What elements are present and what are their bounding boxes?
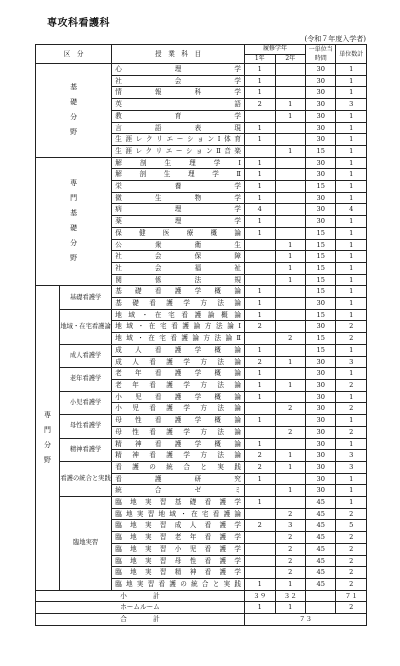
year2-cell: 2 bbox=[275, 555, 306, 567]
unit-hours-cell: 30 bbox=[306, 75, 336, 87]
subject-cell: 心 理 学 bbox=[112, 64, 245, 76]
subject-cell: 小 児 看 護 学 概 論 bbox=[112, 391, 245, 403]
homeroom-hours bbox=[306, 602, 336, 614]
homeroom-row bbox=[36, 602, 367, 614]
subject-cell: 情 報 科 学 bbox=[112, 87, 245, 99]
unit-hours-cell: 30 bbox=[306, 87, 336, 99]
header-semester-group: 履修学年 bbox=[245, 45, 306, 55]
year1-cell: 2 bbox=[245, 450, 275, 462]
subject-cell: 地域・在宅看護論方法論Ⅱ bbox=[112, 333, 245, 345]
unit-hours-cell: 30 bbox=[306, 356, 336, 368]
year1-cell: 1 bbox=[245, 391, 275, 403]
subject-cell: 精 神 看 護 学 方 法 論 bbox=[112, 450, 245, 462]
homeroom-year2: 1 bbox=[275, 602, 306, 614]
credits-cell: 2 bbox=[336, 508, 367, 520]
year1-cell bbox=[245, 333, 275, 345]
subcategory-seijin: 成人看護学 bbox=[59, 344, 111, 367]
year1-cell: 1 bbox=[245, 368, 275, 380]
credits-cell: 3 bbox=[336, 99, 367, 111]
year1-cell: 2 bbox=[245, 461, 275, 473]
subject-cell: 生涯レクリエーションⅡ音楽 bbox=[112, 145, 245, 157]
credits-cell: 1 bbox=[336, 344, 367, 356]
credits-cell: 1 bbox=[336, 87, 367, 99]
credits-cell: 4 bbox=[336, 204, 367, 216]
subcategory-togo: 看護の統合と実践 bbox=[59, 461, 111, 496]
subcategory-bosei: 母性看護学 bbox=[59, 415, 111, 438]
subject-cell: 臨 地 実 習 成 人 看 護 学 bbox=[112, 520, 245, 532]
table-row bbox=[36, 415, 367, 427]
unit-hours-cell: 30 bbox=[306, 134, 336, 146]
table-row bbox=[36, 286, 367, 298]
unit-hours-cell: 15 bbox=[306, 286, 336, 298]
credits-cell: 5 bbox=[336, 520, 367, 532]
subcategory-chiiki: 地域・在宅看護論 bbox=[59, 309, 111, 344]
year1-cell: 1 bbox=[245, 192, 275, 204]
table-row bbox=[36, 461, 367, 473]
subject-cell: 地域・在宅看護論概論 bbox=[112, 309, 245, 321]
enrollment-note: (令和７年度入学者) bbox=[304, 35, 366, 43]
year1-cell bbox=[245, 274, 275, 286]
credits-cell: 2 bbox=[336, 379, 367, 391]
unit-hours-cell: 30 bbox=[306, 415, 336, 427]
subcategory-ronen: 老年看護学 bbox=[59, 368, 111, 391]
subject-cell: 臨 地 実 習 基 礎 看 護 学 bbox=[112, 497, 245, 509]
subtotal-hours bbox=[306, 590, 336, 602]
year1-cell bbox=[245, 532, 275, 544]
group-char: 分 bbox=[70, 113, 78, 122]
unit-hours-cell: 15 bbox=[306, 309, 336, 321]
homeroom-year1: 1 bbox=[245, 602, 275, 614]
credits-cell: 1 bbox=[336, 75, 367, 87]
credits-cell: 1 bbox=[336, 286, 367, 298]
curriculum-body bbox=[36, 45, 367, 626]
group-specialty-label bbox=[36, 286, 60, 590]
unit-hours-cell: 30 bbox=[306, 403, 336, 415]
group-char: 専 bbox=[43, 411, 51, 419]
year2-cell bbox=[275, 344, 306, 356]
year1-cell: 4 bbox=[245, 204, 275, 216]
unit-hours-cell: 30 bbox=[306, 473, 336, 485]
subject-cell: 公 衆 衛 生 bbox=[112, 239, 245, 251]
header-category: 区 分 bbox=[36, 45, 112, 64]
credits-cell: 1 bbox=[336, 157, 367, 169]
year2-cell: 2 bbox=[275, 532, 306, 544]
group-char: 専 bbox=[70, 179, 78, 188]
year1-cell bbox=[245, 543, 275, 555]
subject-cell: 微 生 物 学 bbox=[112, 192, 245, 204]
year1-cell: 1 bbox=[245, 64, 275, 76]
unit-hours-cell: 45 bbox=[306, 543, 336, 555]
year2-cell: 2 bbox=[275, 567, 306, 579]
unit-hours-cell: 30 bbox=[306, 426, 336, 438]
credits-cell: 1 bbox=[336, 298, 367, 310]
subject-cell: 臨地実習看護の統合と実践 bbox=[112, 578, 245, 590]
year1-cell: 1 bbox=[245, 298, 275, 310]
table-row bbox=[36, 391, 367, 403]
year2-cell bbox=[275, 192, 306, 204]
group-char: 分 bbox=[70, 239, 78, 248]
credits-cell: 1 bbox=[336, 122, 367, 134]
unit-hours-cell: 15 bbox=[306, 239, 336, 251]
credits-cell: 1 bbox=[336, 181, 367, 193]
group-char: 分 bbox=[43, 441, 51, 449]
year1-cell bbox=[245, 403, 275, 415]
group-char: 野 bbox=[70, 254, 78, 263]
subcategory-rinchi: 臨地実習 bbox=[59, 497, 111, 591]
year2-cell: 1 bbox=[275, 145, 306, 157]
subcategory-seishin: 精神看護学 bbox=[59, 438, 111, 461]
subject-cell: 看 護 研 究 bbox=[112, 473, 245, 485]
year2-cell bbox=[275, 181, 306, 193]
unit-hours-cell: 45 bbox=[306, 532, 336, 544]
subject-cell: 英 語 bbox=[112, 99, 245, 111]
credits-cell: 3 bbox=[336, 461, 367, 473]
subject-cell: 言 語 表 現 bbox=[112, 122, 245, 134]
subject-cell: 関 係 法 規 bbox=[112, 274, 245, 286]
subject-cell: 成 人 看 護 学 概 論 bbox=[112, 344, 245, 356]
unit-hours-cell: 30 bbox=[306, 204, 336, 216]
year2-cell: 2 bbox=[275, 508, 306, 520]
subject-cell: 薬 理 学 bbox=[112, 216, 245, 228]
credits-cell: 1 bbox=[336, 251, 367, 263]
group-char: 野 bbox=[70, 128, 78, 137]
year1-cell: 1 bbox=[245, 227, 275, 239]
subject-cell: 基 礎 看 護 学 概 論 bbox=[112, 286, 245, 298]
unit-hours-cell: 15 bbox=[306, 181, 336, 193]
year1-cell: 1 bbox=[245, 87, 275, 99]
subject-cell: 臨 地 実 習 老 年 看 護 学 bbox=[112, 532, 245, 544]
unit-hours-cell: 30 bbox=[306, 461, 336, 473]
unit-hours-cell: 15 bbox=[306, 227, 336, 239]
year2-cell bbox=[275, 64, 306, 76]
homeroom-credits: 2 bbox=[336, 602, 367, 614]
year1-cell: 1 bbox=[245, 157, 275, 169]
year1-cell bbox=[245, 262, 275, 274]
year1-cell: 1 bbox=[245, 75, 275, 87]
year1-cell: 2 bbox=[245, 99, 275, 111]
subcategory-shoni: 小児看護学 bbox=[59, 391, 111, 414]
unit-hours-cell: 45 bbox=[306, 555, 336, 567]
subject-cell: 老 年 看 護 学 概 論 bbox=[112, 368, 245, 380]
subject-cell: 臨 地 実 習 精 神 看 護 学 bbox=[112, 567, 245, 579]
year2-cell: 2 bbox=[275, 543, 306, 555]
subject-cell: 栄 養 学 bbox=[112, 181, 245, 193]
subject-cell: 生涯レクリエーションⅠ体育 bbox=[112, 134, 245, 146]
subject-cell: 臨 地 実 習 母 性 看 護 学 bbox=[112, 555, 245, 567]
subject-cell: 解 剖 生 理 学 Ⅱ bbox=[112, 169, 245, 181]
credits-cell: 1 bbox=[336, 485, 367, 497]
year2-cell bbox=[275, 286, 306, 298]
year1-cell: 1 bbox=[245, 438, 275, 450]
subject-cell: 病 理 学 bbox=[112, 204, 245, 216]
table-row bbox=[36, 497, 367, 509]
unit-hours-cell: 45 bbox=[306, 497, 336, 509]
credits-cell: 1 bbox=[336, 415, 367, 427]
year2-cell: 1 bbox=[275, 461, 306, 473]
year1-cell: 1 bbox=[245, 216, 275, 228]
table-row bbox=[36, 309, 367, 321]
unit-hours-cell: 30 bbox=[306, 298, 336, 310]
subcategory-kiso_kango: 基礎看護学 bbox=[59, 286, 111, 309]
year1-cell: 1 bbox=[245, 344, 275, 356]
year2-cell: 1 bbox=[275, 356, 306, 368]
year1-cell: 1 bbox=[245, 181, 275, 193]
year1-cell bbox=[245, 110, 275, 122]
credits-cell: 1 bbox=[336, 110, 367, 122]
year2-cell bbox=[275, 134, 306, 146]
year2-cell bbox=[275, 75, 306, 87]
subject-cell: 臨地実習地域・在宅看護論 bbox=[112, 508, 245, 520]
credits-cell: 3 bbox=[336, 450, 367, 462]
subtotal-label: 小 計 bbox=[36, 590, 245, 602]
homeroom-label: ホームルーム bbox=[36, 602, 245, 614]
unit-hours-cell: 30 bbox=[306, 216, 336, 228]
year1-cell bbox=[245, 251, 275, 263]
year2-cell: 1 bbox=[275, 110, 306, 122]
year2-cell bbox=[275, 169, 306, 181]
unit-hours-cell: 15 bbox=[306, 344, 336, 356]
year2-cell: 2 bbox=[275, 426, 306, 438]
credits-cell: 1 bbox=[336, 438, 367, 450]
curriculum-table bbox=[35, 44, 367, 626]
year1-cell bbox=[245, 508, 275, 520]
year2-cell bbox=[275, 391, 306, 403]
credits-cell: 2 bbox=[336, 426, 367, 438]
table-row bbox=[36, 344, 367, 356]
unit-hours-cell: 15 bbox=[306, 274, 336, 286]
header-subject: 授 業 科 目 bbox=[112, 45, 245, 64]
year2-cell: 2 bbox=[275, 403, 306, 415]
year2-cell bbox=[275, 309, 306, 321]
year2-cell: 1 bbox=[275, 274, 306, 286]
subject-cell: 臨 地 実 習 小 児 看 護 学 bbox=[112, 543, 245, 555]
unit-hours-cell: 30 bbox=[306, 122, 336, 134]
year1-cell: 2 bbox=[245, 356, 275, 368]
subject-cell: 老 年 看 護 学 方 法 論 bbox=[112, 379, 245, 391]
year1-cell bbox=[245, 426, 275, 438]
group-char: 野 bbox=[43, 456, 51, 464]
group-char: 基 bbox=[70, 83, 78, 92]
subject-cell: 地域・在宅看護論方法論Ⅰ bbox=[112, 321, 245, 333]
year2-cell: 1 bbox=[275, 578, 306, 590]
unit-hours-cell: 30 bbox=[306, 368, 336, 380]
year1-cell: 2 bbox=[245, 321, 275, 333]
year1-cell bbox=[245, 555, 275, 567]
credits-cell: 1 bbox=[336, 216, 367, 228]
subject-cell: 母 性 看 護 学 概 論 bbox=[112, 415, 245, 427]
year1-cell bbox=[245, 567, 275, 579]
group-char: 門 bbox=[43, 426, 51, 434]
subtotal-year1: ３９ bbox=[245, 590, 275, 602]
subject-cell: 看 護 の 統 合 と 実 践 bbox=[112, 461, 245, 473]
year2-cell bbox=[275, 321, 306, 333]
subject-cell: 統 合 ゼ ミ bbox=[112, 485, 245, 497]
year1-cell: 1 bbox=[245, 497, 275, 509]
year2-cell bbox=[275, 87, 306, 99]
unit-hours-cell: 30 bbox=[306, 110, 336, 122]
group-char: 門 bbox=[70, 194, 78, 203]
subtotal-year2: ３２ bbox=[275, 590, 306, 602]
year2-cell: 1 bbox=[275, 251, 306, 263]
total-row bbox=[36, 614, 367, 626]
year2-cell: 3 bbox=[275, 520, 306, 532]
year1-cell: 2 bbox=[245, 520, 275, 532]
credits-cell: 1 bbox=[336, 64, 367, 76]
subject-cell: 基 礎 看 護 学 方 法 論 bbox=[112, 298, 245, 310]
credits-cell: 2 bbox=[336, 543, 367, 555]
year1-cell: 1 bbox=[245, 379, 275, 391]
credits-cell: 2 bbox=[336, 321, 367, 333]
subject-cell: 小 児 看 護 学 方 法 論 bbox=[112, 403, 245, 415]
header-row bbox=[36, 45, 367, 55]
credits-cell: 1 bbox=[336, 227, 367, 239]
credits-cell: 2 bbox=[336, 567, 367, 579]
year2-cell bbox=[275, 438, 306, 450]
subject-cell: 成 人 看 護 学 方 法 論 bbox=[112, 356, 245, 368]
year2-cell: 1 bbox=[275, 485, 306, 497]
unit-hours-cell: 30 bbox=[306, 192, 336, 204]
subject-cell: 解 剖 生 理 学 Ⅰ bbox=[112, 157, 245, 169]
subject-cell: 保 健 医 療 概 論 bbox=[112, 227, 245, 239]
group-char: 礎 bbox=[70, 224, 78, 233]
year1-cell bbox=[245, 239, 275, 251]
year2-cell bbox=[275, 298, 306, 310]
unit-hours-cell: 30 bbox=[306, 321, 336, 333]
unit-hours-cell: 15 bbox=[306, 262, 336, 274]
subject-cell: 社 会 福 祉 bbox=[112, 262, 245, 274]
credits-cell: 1 bbox=[336, 134, 367, 146]
table-row bbox=[36, 368, 367, 380]
year2-cell bbox=[275, 204, 306, 216]
table-row bbox=[36, 157, 367, 169]
subtotal-row bbox=[36, 590, 367, 602]
credits-cell: 2 bbox=[336, 578, 367, 590]
credits-cell: 3 bbox=[336, 356, 367, 368]
credits-cell: 1 bbox=[336, 473, 367, 485]
unit-hours-cell: 30 bbox=[306, 157, 336, 169]
year1-cell: 1 bbox=[245, 415, 275, 427]
year2-cell: 1 bbox=[275, 99, 306, 111]
year1-cell: 1 bbox=[245, 309, 275, 321]
table-row bbox=[36, 64, 367, 76]
credits-cell: 1 bbox=[336, 274, 367, 286]
credits-cell: 1 bbox=[336, 368, 367, 380]
year2-cell bbox=[275, 473, 306, 485]
unit-hours-cell: 15 bbox=[306, 251, 336, 263]
subject-cell: 教 育 学 bbox=[112, 110, 245, 122]
year1-cell bbox=[245, 485, 275, 497]
year1-cell: 1 bbox=[245, 578, 275, 590]
total-credits: ７３ bbox=[245, 614, 367, 626]
header-year2: 2年 bbox=[275, 54, 306, 64]
unit-hours-cell: 30 bbox=[306, 438, 336, 450]
credits-cell: 1 bbox=[336, 497, 367, 509]
credits-cell: 1 bbox=[336, 391, 367, 403]
year2-cell bbox=[275, 122, 306, 134]
subject-cell: 母 性 看 護 学 方 法 論 bbox=[112, 426, 245, 438]
credits-cell: 2 bbox=[336, 333, 367, 345]
year1-cell: 1 bbox=[245, 473, 275, 485]
credits-cell: 1 bbox=[336, 145, 367, 157]
year1-cell: 1 bbox=[245, 122, 275, 134]
table-row bbox=[36, 438, 367, 450]
group-specialty-basic-label bbox=[36, 157, 112, 286]
header-year1: 1年 bbox=[245, 54, 275, 64]
year2-cell bbox=[275, 227, 306, 239]
unit-hours-cell: 45 bbox=[306, 578, 336, 590]
year2-cell bbox=[275, 415, 306, 427]
credits-cell: 1 bbox=[336, 169, 367, 181]
year2-cell: 1 bbox=[275, 262, 306, 274]
header-credits: 単位数計 bbox=[336, 45, 367, 64]
year2-cell bbox=[275, 157, 306, 169]
credits-cell: 1 bbox=[336, 309, 367, 321]
year1-cell: 1 bbox=[245, 134, 275, 146]
unit-hours-cell: 15 bbox=[306, 333, 336, 345]
year2-cell: 1 bbox=[275, 379, 306, 391]
unit-hours-cell: 30 bbox=[306, 450, 336, 462]
subject-cell: 精 神 看 護 学 概 論 bbox=[112, 438, 245, 450]
credits-cell: 1 bbox=[336, 262, 367, 274]
subject-cell: 社 会 学 bbox=[112, 75, 245, 87]
unit-hours-cell: 45 bbox=[306, 508, 336, 520]
year1-cell: 1 bbox=[245, 286, 275, 298]
unit-hours-cell: 45 bbox=[306, 567, 336, 579]
year2-cell: 1 bbox=[275, 239, 306, 251]
unit-hours-cell: 30 bbox=[306, 391, 336, 403]
year2-cell: 2 bbox=[275, 333, 306, 345]
page-title: 専攻科看護科 bbox=[47, 18, 110, 29]
group-char: 基 bbox=[70, 209, 78, 218]
group-char: 礎 bbox=[70, 98, 78, 107]
credits-cell: 2 bbox=[336, 555, 367, 567]
year2-cell: 1 bbox=[275, 450, 306, 462]
year2-cell bbox=[275, 216, 306, 228]
unit-hours-cell: 30 bbox=[306, 99, 336, 111]
unit-hours-cell: 15 bbox=[306, 145, 336, 157]
group-basic-label bbox=[36, 64, 112, 158]
credits-cell: 1 bbox=[336, 239, 367, 251]
unit-hours-cell: 30 bbox=[306, 64, 336, 76]
unit-hours-cell: 45 bbox=[306, 520, 336, 532]
total-label: 合 計 bbox=[36, 614, 245, 626]
year2-cell bbox=[275, 497, 306, 509]
credits-cell: 1 bbox=[336, 192, 367, 204]
year2-cell bbox=[275, 368, 306, 380]
unit-hours-cell: 30 bbox=[306, 379, 336, 391]
unit-hours-cell: 30 bbox=[306, 485, 336, 497]
subtotal-credits: ７１ bbox=[336, 590, 367, 602]
year1-cell bbox=[245, 145, 275, 157]
subject-cell: 社 会 保 障 bbox=[112, 251, 245, 263]
year1-cell: 1 bbox=[245, 169, 275, 181]
header-unit-hours: 一単位当時間 bbox=[306, 45, 336, 64]
credits-cell: 2 bbox=[336, 403, 367, 415]
credits-cell: 2 bbox=[336, 532, 367, 544]
unit-hours-cell: 30 bbox=[306, 169, 336, 181]
